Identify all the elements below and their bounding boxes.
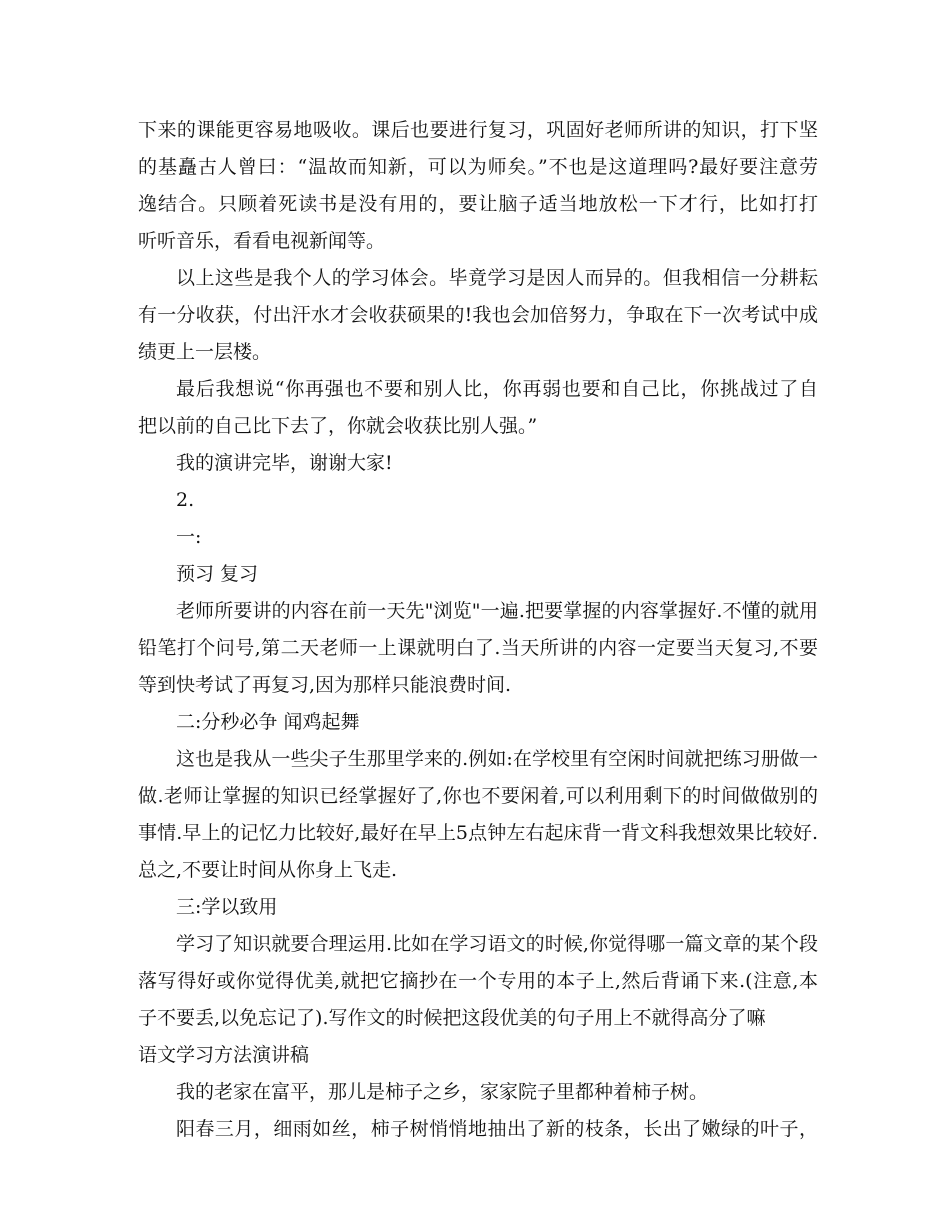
closing-line: 我的演讲完毕，谢谢大家! (176, 452, 393, 474)
section-heading-one: 一: (176, 526, 202, 548)
text-line: 事情.早上的记忆力比较好,最好在早上5点钟左右起床背一背文科我想效果比较好. (138, 822, 818, 844)
paragraph-first-line: 以上这些是我个人的学习体会。毕竟学习是因人而异的。但我相信一分耕耘 (176, 267, 818, 289)
paragraph-first-line: 老师所要讲的内容在前一天先"浏览"一遍.把要掌握的内容掌握好.不懂的就用 (176, 600, 818, 622)
text-line: 总之,不要让时间从你身上飞走. (138, 859, 398, 881)
section-number: 2. (176, 489, 195, 511)
section-subheading: 预习 复习 (176, 563, 259, 585)
text-line: 的基矗古人曾曰：“温故而知新，可以为师矣。”不也是这道理吗?最好要注意劳 (138, 156, 818, 178)
document-title: 语文学习方法演讲稿 (138, 1044, 310, 1066)
paragraph-first-line: 我的老家在富平，那儿是柿子之乡，家家院子里都种着柿子树。 (176, 1081, 709, 1103)
text-line: 做.老师让掌握的知识已经掌握好了,你也不要闲着,可以利用剩下的时间做做别的 (138, 785, 818, 807)
text-line: 下来的课能更容易地吸收。课后也要进行复习，巩固好老师所讲的知识，打下坚 (138, 119, 818, 141)
section-heading-two: 二:分秒必争 闻鸡起舞 (176, 711, 360, 733)
text-line: 绩更上一层楼。 (138, 341, 272, 363)
text-line: 听听音乐，看看电视新闻等。 (138, 230, 386, 252)
text-line: 子不要丢,以免忘记了).写作文的时候把这段优美的句子用上不就得高分了嘛 (138, 1007, 766, 1029)
paragraph-first-line: 学习了知识就要合理运用.比如在学习语文的时候,你觉得哪一篇文章的某个段 (176, 933, 818, 955)
text-line: 逸结合。只顾着死读书是没有用的，要让脑子适当地放松一下才行，比如打打 (138, 193, 818, 215)
text-line: 有一分收获，付出汗水才会收获硕果的!我也会加倍努力，争取在下一次考试中成 (138, 304, 818, 326)
paragraph-first-line: 这也是我从一些尖子生那里学来的.例如:在学校里有空闲时间就把练习册做一 (176, 748, 818, 770)
text-line: 铅笔打个问号,第二天老师一上课就明白了.当天所讲的内容一定要当天复习,不要 (138, 637, 818, 659)
text-line: 落写得好或你觉得优美,就把它摘抄在一个专用的本子上,然后背诵下来.(注意,本 (138, 970, 818, 992)
paragraph-first-line: 最后我想说“你再强也不要和别人比，你再弱也要和自己比，你挑战过了自 (176, 378, 818, 400)
text-line: 等到快考试了再复习,因为那样只能浪费时间. (138, 674, 512, 696)
text-line: 把以前的自己比下去了，你就会收获比别人强。” (138, 415, 538, 437)
section-heading-three: 三:学以致用 (176, 896, 278, 918)
paragraph-first-line: 阳春三月，细雨如丝，柿子树悄悄地抽出了新的枝条，长出了嫩绿的叶子， (176, 1118, 818, 1140)
